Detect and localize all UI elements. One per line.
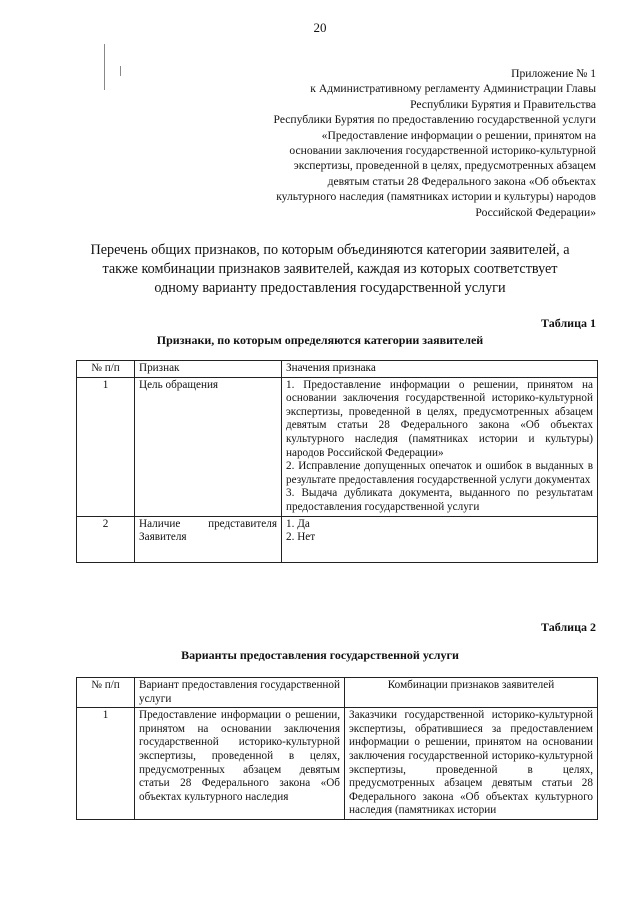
table1-header-row <box>77 361 598 378</box>
annex-line: Республики Бурятия по предоставлению государственной услуги <box>273 113 596 127</box>
feature-value: 1. Да <box>286 517 310 530</box>
table2-header-combination: Комбинации признаков заявителей <box>345 678 598 708</box>
annex-line: девятым статьи 28 Федерального закона «Об объектах <box>327 174 596 188</box>
table1-row-values <box>282 516 598 562</box>
table-row <box>77 516 598 562</box>
table1-title: Признаки, по которым определяются категории заявителей <box>156 333 484 347</box>
table2-row-combination: Заказчики государственной историко-культурной экспертизы, обратившиеся за предоставлением информации о решении, принятом на основании заключения государственной историко-культурной экспертизы, проведенной в целях, предусмотренных абзацем девятым статьи 28 Федерального закона «Об объектах культурного наследия (памятниках истории <box>345 708 598 820</box>
annex-line: Российской Федерации» <box>475 205 596 219</box>
annex-line: экспертизы, проведенной в целях, предусмотренных абзацем <box>293 159 596 173</box>
table1-row-feature: Цель обращения <box>135 377 282 516</box>
table-row <box>77 377 598 516</box>
table1-header-feature: Признак <box>135 361 282 378</box>
table1-row-values <box>282 377 598 516</box>
feature-value: 2. Исправление допущенных опечаток и ошибок в выданных в результате предоставления государственной услуги документах <box>286 460 593 486</box>
annex-line: культурного наследия (памятниках истории и культуры) народов <box>276 190 596 204</box>
margin-line-mark <box>104 44 105 90</box>
table-row <box>77 708 598 820</box>
annex-header <box>216 66 596 220</box>
margin-tick-mark <box>120 66 121 76</box>
table1-label: Таблица 1 <box>541 316 596 330</box>
annex-line: основании заключения государственной историко-культурной <box>289 144 596 158</box>
table2 <box>76 677 598 820</box>
table1-row-feature: Наличие представителя Заявителя <box>135 516 282 562</box>
table2-header-row <box>77 678 598 708</box>
feature-value: 2. Нет <box>286 531 316 544</box>
table2-label: Таблица 2 <box>541 620 596 634</box>
annex-line: Республики Бурятия и Правительства <box>410 97 596 111</box>
table1-header-num: № п/п <box>77 361 135 378</box>
heading-line: Перечень общих признаков, по которым объединяются категории заявителей, а <box>90 242 570 258</box>
page-number: 20 <box>313 20 327 35</box>
table2-header-num: № п/п <box>77 678 135 708</box>
document-heading <box>70 241 590 298</box>
heading-line: также комбинации признаков заявителей, каждая из которых соответствует <box>102 261 558 277</box>
table1-row-num: 2 <box>77 516 135 562</box>
table1 <box>76 360 598 563</box>
feature-value: 3. Выдача дубликата документа, выданного по результатам предоставления государственной услуги <box>286 487 593 513</box>
table2-row-num: 1 <box>77 708 135 820</box>
annex-line: «Предоставление информации о решении, принятом на <box>321 128 596 142</box>
table2-header-variant: Вариант предоставления государственной услуги <box>135 678 345 708</box>
annex-line: к Административному регламенту Администрации Главы <box>310 82 596 96</box>
table1-row-num: 1 <box>77 377 135 516</box>
heading-line: одному варианту предоставления государственной услуги <box>154 280 506 296</box>
table2-title: Варианты предоставления государственной услуги <box>181 648 459 662</box>
feature-value: 1. Предоставление информации о решении, принятом на основании заключения государственной историко-культурной экспертизы, проведенной в целях, предусмотренных абзацем девятым статьи 28 Федерального закона «Об объектах культурного наследия (памятниках истории и культуры) народов Российской Федерации» <box>286 378 593 459</box>
table1-header-values: Значения признака <box>282 361 598 378</box>
annex-line: Приложение № 1 <box>511 67 596 80</box>
table2-row-variant: Предоставление информации о решении, принятом на основании заключения государственной историко-культурной экспертизы, проведенной в целях, предусмотренных абзацем девятым статьи 28 Федерального закона «Об объектах культурного наследия <box>135 708 345 820</box>
